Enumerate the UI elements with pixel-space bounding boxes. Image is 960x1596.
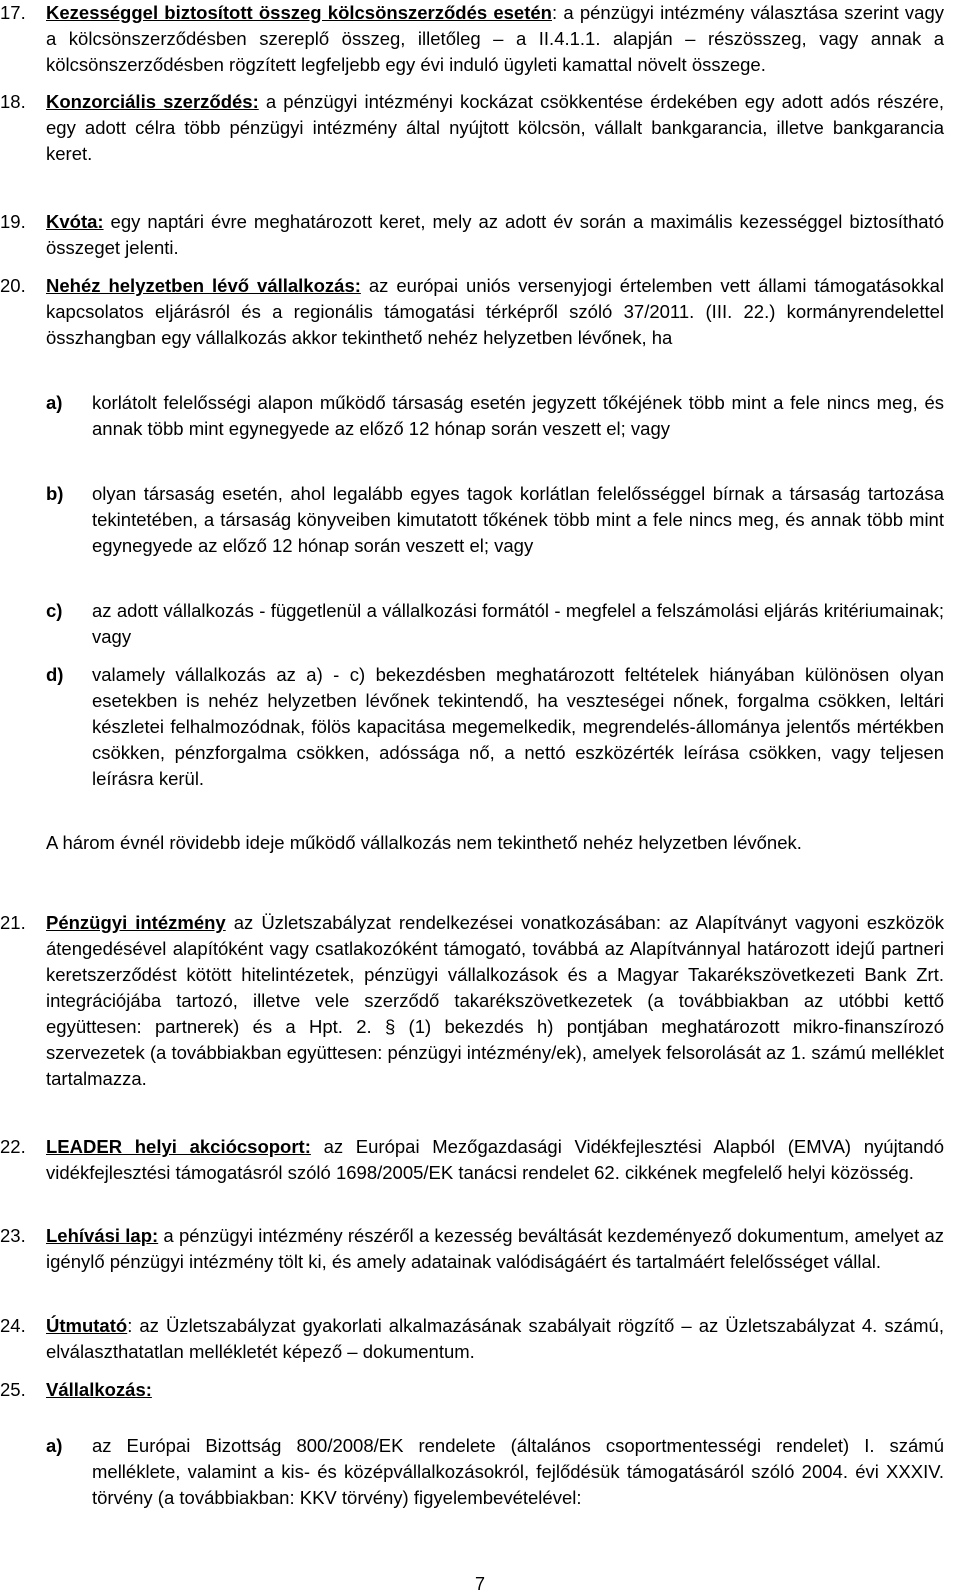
item-number: 23. (0, 1225, 26, 1246)
item-body: az Üzletszabályzat rendelkezései vonatkozásában: az Alapítványt vagyoni eszközök átengedésével alapítóként vagy csatlakozóként támogató, továbbá az Alapítvánnyal határozott idejű partneri keretszerződést kötött hitelintézetek, pénzügyi vállalkozások és a Magyar Takarékszövetkezeti Bank Zrt. integrációjába tartozó, illetve vele szerződő takarékszövetkezetek (a továbbiakban az utóbbi kettő együttesen: partnerek) és a Hpt. 2. § (1) bekezdés h) pontjában meghatározott mikro-finanszírozó szervezetek (a továbbiakban együttesen: pénzügyi intézmény/ek), amelyek felsorolását az 1. számú melléklet tartalmazza. (46, 912, 944, 1089)
item-term: Kezességgel biztosított összeg kölcsönszerződés esetén (46, 2, 552, 23)
item-body: a pénzügyi intézmény részéről a kezesség beváltását kezdeményező dokumentum, amelyet az igénylő pénzügyi intézmény tölt ki, és amely adatainak valódiságáért és tartalmáért felelősséget vállal. (46, 1225, 944, 1272)
item-text (46, 1377, 944, 1403)
item-body: az Európai Mezőgazdasági Vidékfejlesztési Alapból (EMVA) nyújtandó vidékfejlesztési támogatásról szóló 1698/2005/EK tanácsi rendelet 62. cikkének megfelelő helyi közösség. (46, 1136, 944, 1183)
subitem-label: a) (46, 1435, 63, 1456)
item-text (46, 273, 944, 351)
item-term: Konzorciális szerződés: (46, 91, 259, 112)
item-term: Vállalkozás: (46, 1379, 152, 1400)
item-number: 24. (0, 1315, 26, 1336)
subitem-text: valamely vállalkozás az a) - c) bekezdésben meghatározott feltételek hiányában különösen olyan esetekben is nehéz helyzetben lévőnek tekintendő, ha veszteségei nőnek, forgalma csökken, leltári készletei felhalmozódnak, fölös kapacitása megemelkedik, megrendelés-állománya jelentős mértékben csökken, pénzforgalma csökken, adóssága nő, a nettó eszközérték leírása csökken, vagy teljesen leírásra kerül. (92, 664, 944, 789)
subitem-label: b) (46, 483, 64, 504)
subitem-text: korlátolt felelősségi alapon működő társaság esetén jegyzett tőkéjének több mint a fele nincs meg, és annak több mint egynegyede az előző 12 hónap során veszett el; vagy (92, 392, 944, 439)
subitem-text: az adott vállalkozás - függetlenül a vállalkozási formától - megfelel a felszámolási eljárás kritériumainak; vagy (92, 600, 944, 647)
subitem-text: olyan társaság esetén, ahol legalább egyes tagok korlátlan felelősséggel bírnak a társaság tartozása tekintetében, a társaság könyveiben kimutatott tőkének több mint a fele nincs meg, és annak több mint egynegyede az előző 12 hónap során veszett el; vagy (92, 483, 944, 556)
item-term: Nehéz helyzetben lévő vállalkozás: (46, 275, 361, 296)
item-text (46, 1134, 944, 1186)
item-body: a pénzügyi intézményi kockázat csökkentése érdekében egy adott adós részére, egy adott célra több pénzügyi intézmény által nyújtott kölcsön, vállalt bankgarancia, illetve bankgarancia keret. (46, 91, 944, 164)
item-text (46, 1313, 944, 1365)
item-term: Lehívási lap: (46, 1225, 159, 1246)
item-body: : az Üzletszabályzat gyakorlati alkalmazásának szabályait rögzítő – az Üzletszabályzat 4. számú, elválaszthatatlan mellékletét képező – dokumentum. (46, 1315, 944, 1362)
item-text (46, 910, 944, 1092)
item-text (46, 209, 944, 261)
subitem-label: c) (46, 600, 63, 621)
item-term: Pénzügyi intézmény (46, 912, 226, 933)
closing-paragraph: A három évnél rövidebb ideje működő vállalkozás nem tekinthető nehéz helyzetben lévőnek. (46, 832, 802, 853)
item-number: 20. (0, 275, 26, 296)
item-text (46, 0, 944, 78)
item-text (46, 89, 944, 167)
item-term: Útmutató (46, 1315, 128, 1336)
subitem-label: d) (46, 664, 64, 685)
item-text (46, 1223, 944, 1275)
item-number: 22. (0, 1136, 26, 1157)
item-body: az európai uniós versenyjogi értelemben vett állami támogatásokkal kapcsolatos eljárásról és a regionális támogatási térképről szóló 37/2011. (III. 22.) kormányrendelettel összhangban egy vállalkozás akkor tekinthető nehéz helyzetben lévőnek, ha (46, 275, 944, 348)
item-number: 19. (0, 211, 26, 232)
subitem-text: az Európai Bizottság 800/2008/EK rendelete (általános csoportmentességi rendelet) I. számú melléklete, valamint a kis- és középvállalkozásokról, fejlődésük támogatásáról szóló 2004. évi XXXIV. törvény (a továbbiakban: KKV törvény) figyelembevételével: (92, 1435, 944, 1508)
item-body: egy naptári évre meghatározott keret, mely az adott év során a maximális kezességgel biztosítható összeget jelenti. (46, 211, 944, 258)
item-number: 21. (0, 912, 26, 933)
item-term: LEADER helyi akciócsoport: (46, 1136, 311, 1157)
item-number: 17. (0, 2, 26, 23)
page-number: 7 (474, 1574, 485, 1594)
item-number: 25. (0, 1379, 26, 1400)
item-body: : a pénzügyi intézmény választása szerint vagy a kölcsönszerződésben szereplő összeg, illetőleg – a II.4.1.1. alapján – részösszeg, vagy annak a kölcsönszerződésben rögzített legfeljebb egy évi induló ügyleti kamattal növelt összege. (46, 2, 944, 75)
item-number: 18. (0, 91, 26, 112)
subitem-label: a) (46, 392, 63, 413)
item-term: Kvóta: (46, 211, 104, 232)
